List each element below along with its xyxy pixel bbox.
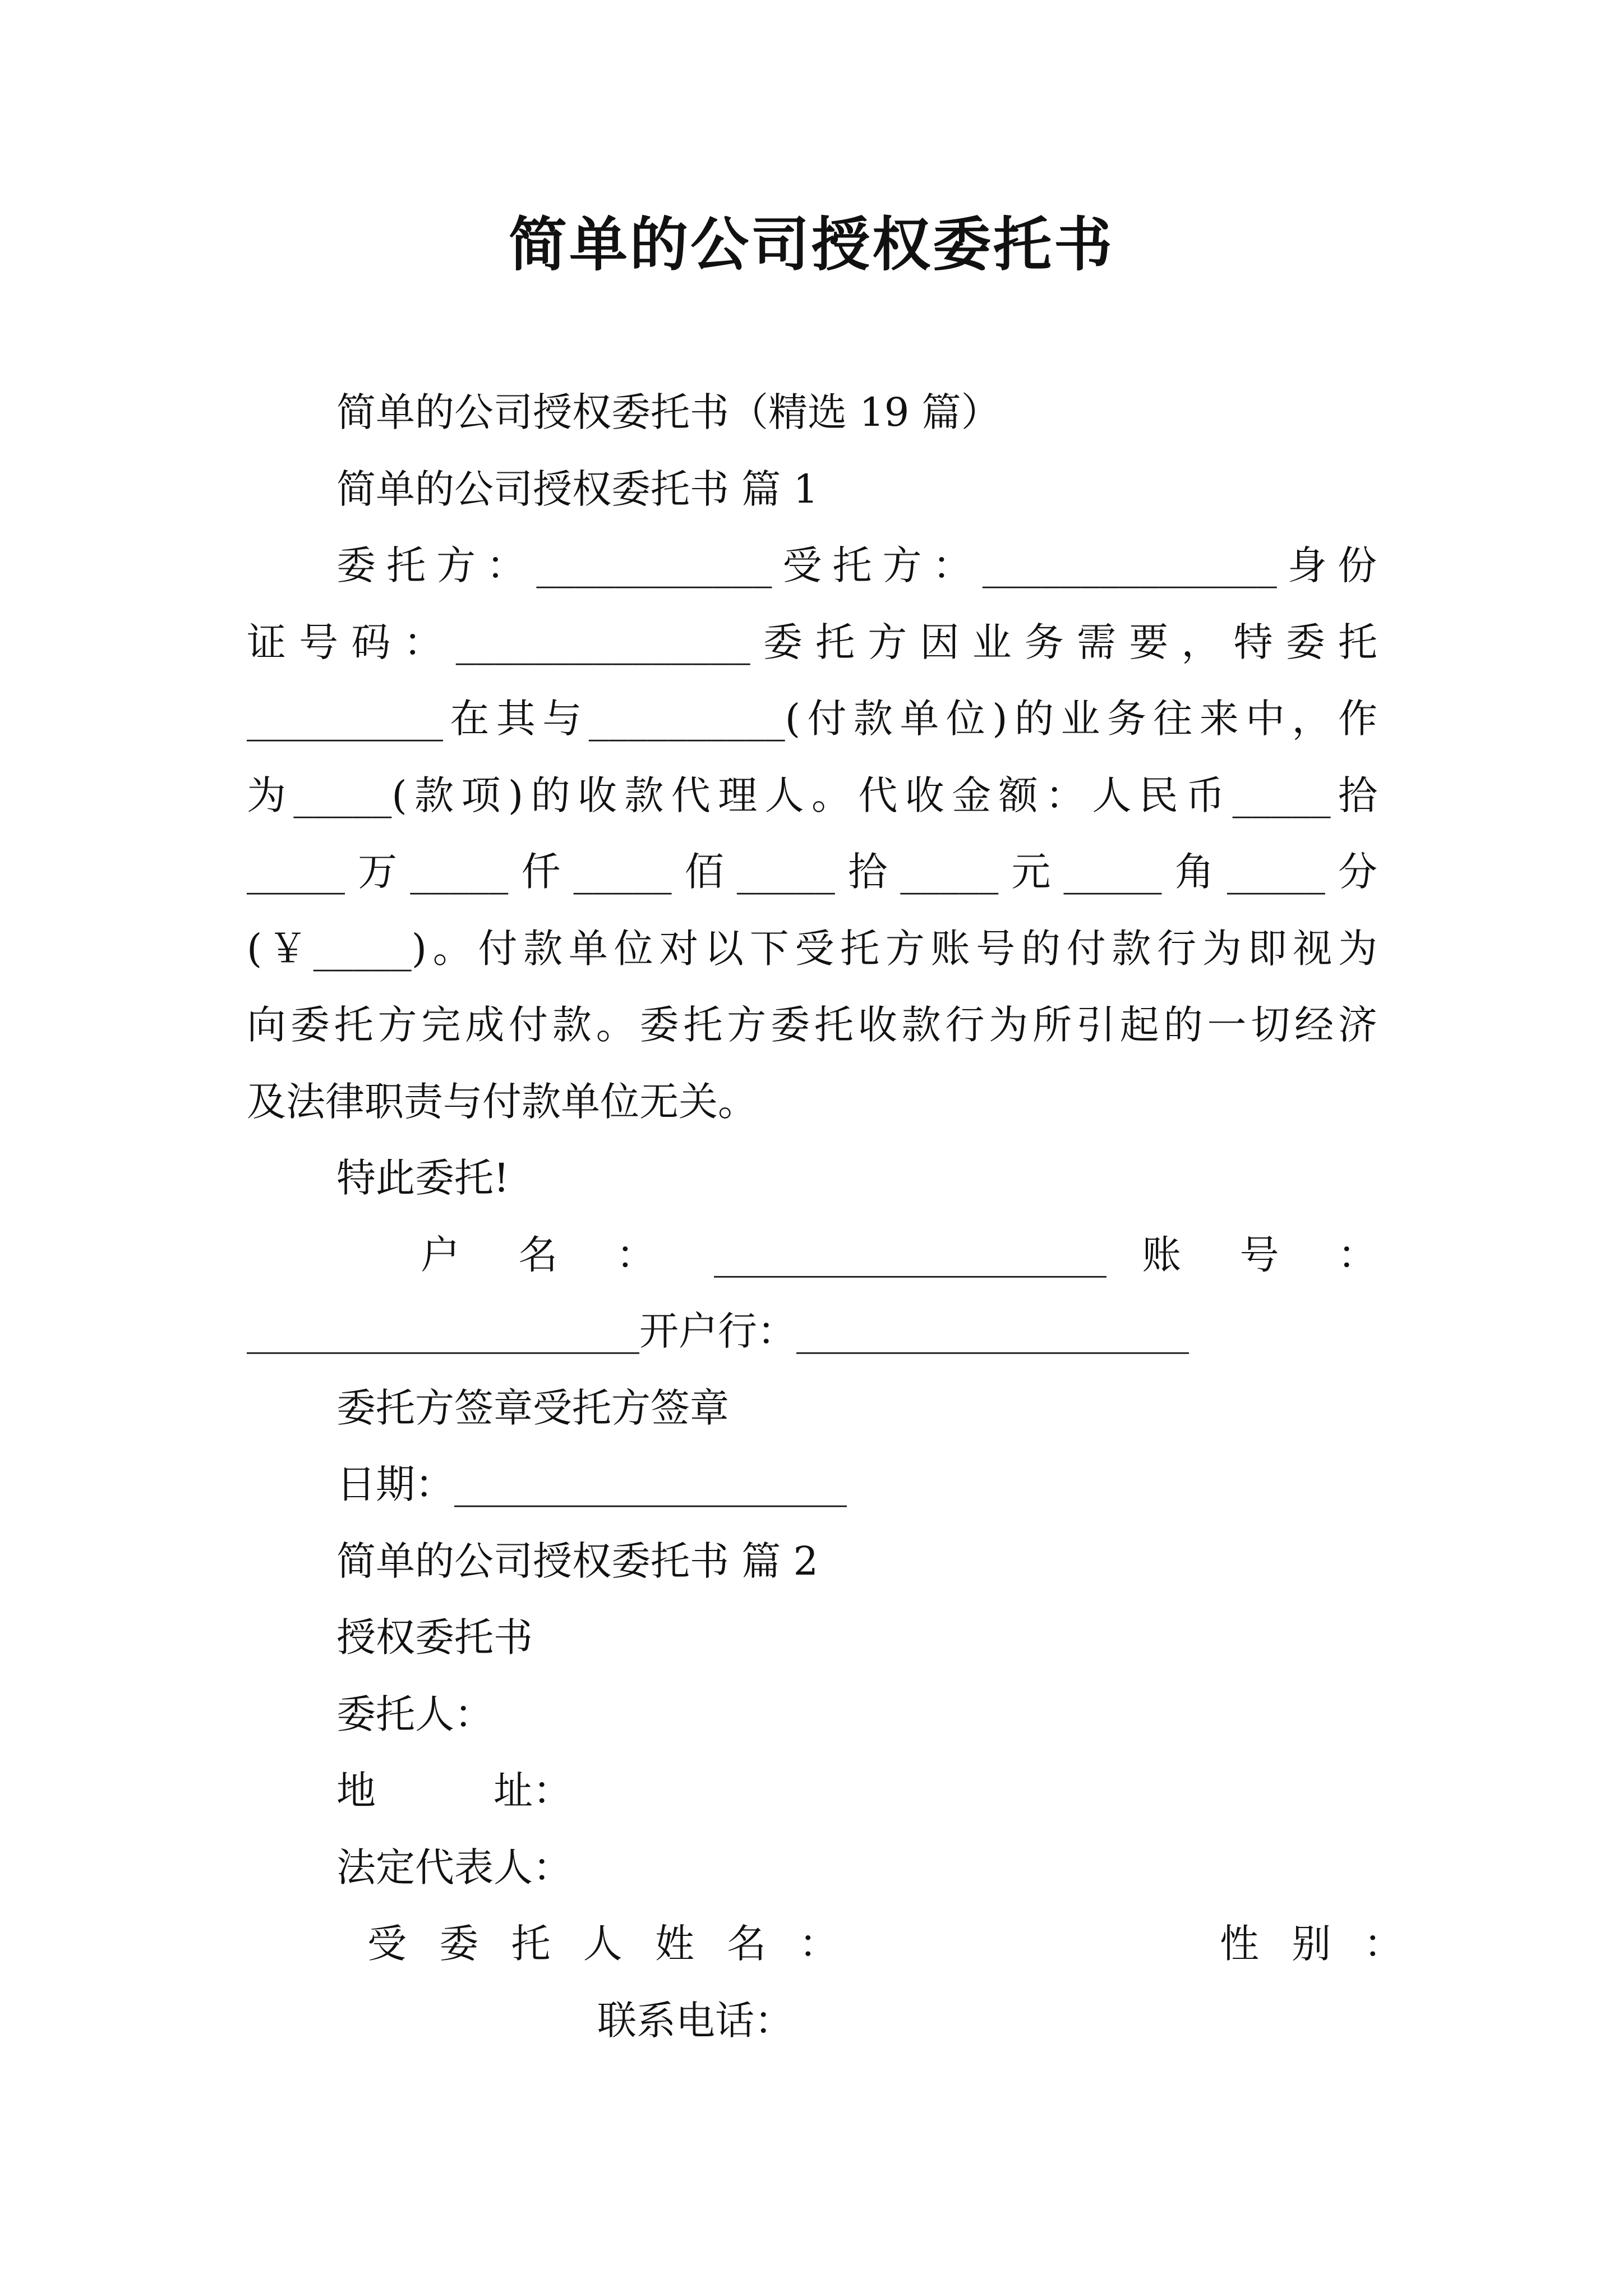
section-heading-1: 简单的公司授权委托书 篇 1 xyxy=(336,466,819,512)
paragraph-line: 向委托方完成付款。委托方委托收款行为所引起的一切经济 xyxy=(247,1002,1377,1048)
paragraph-line: 委托方：____________受托方：_______________身份 xyxy=(336,542,1377,588)
account-name-line: 户 名 ： ____________________ 账 号 ： xyxy=(421,1232,1377,1278)
bank-line: ____________________开户行：____________________ xyxy=(247,1308,1189,1354)
gender-line: 性 别 ： xyxy=(1220,1921,1413,1967)
closing-line: 特此委托! xyxy=(336,1155,510,1201)
legal-rep-line: 法定代表人： xyxy=(336,1844,572,1890)
paragraph-line: 及法律职责与付款单位无关。 xyxy=(247,1079,757,1125)
agent-name-line: 受 委 托 人 姓 名 ： xyxy=(367,1921,849,1967)
signature-line: 委托方签章受托方签章 xyxy=(336,1385,729,1431)
paragraph-line: __________在其与__________(付款单位)的业务往来中，作 xyxy=(247,696,1377,742)
subtitle-line: 简单的公司授权委托书（精选 19 篇） xyxy=(336,389,1000,435)
phone-line: 联系电话： xyxy=(597,1998,794,2044)
form-heading: 授权委托书 xyxy=(336,1614,533,1660)
paragraph-line: (￥_____)。付款单位对以下受托方账号的付款行为即视为 xyxy=(247,926,1377,972)
date-line: 日期：____________________ xyxy=(336,1461,847,1507)
section-heading-2: 简单的公司授权委托书 篇 2 xyxy=(336,1538,819,1584)
paragraph-line: _____万_____仟_____佰_____拾_____元_____角_____分 xyxy=(247,849,1377,895)
address-line: 地 址： xyxy=(336,1768,572,1814)
paragraph-line: 证号码：_______________委托方因业务需要，特委托 xyxy=(247,619,1377,665)
principal-line: 委托人： xyxy=(336,1691,494,1737)
document-title: 简单的公司授权委托书 xyxy=(508,210,1114,279)
paragraph-line: 为_____(款项)的收款代理人。代收金额：人民币_____拾 xyxy=(247,772,1377,818)
